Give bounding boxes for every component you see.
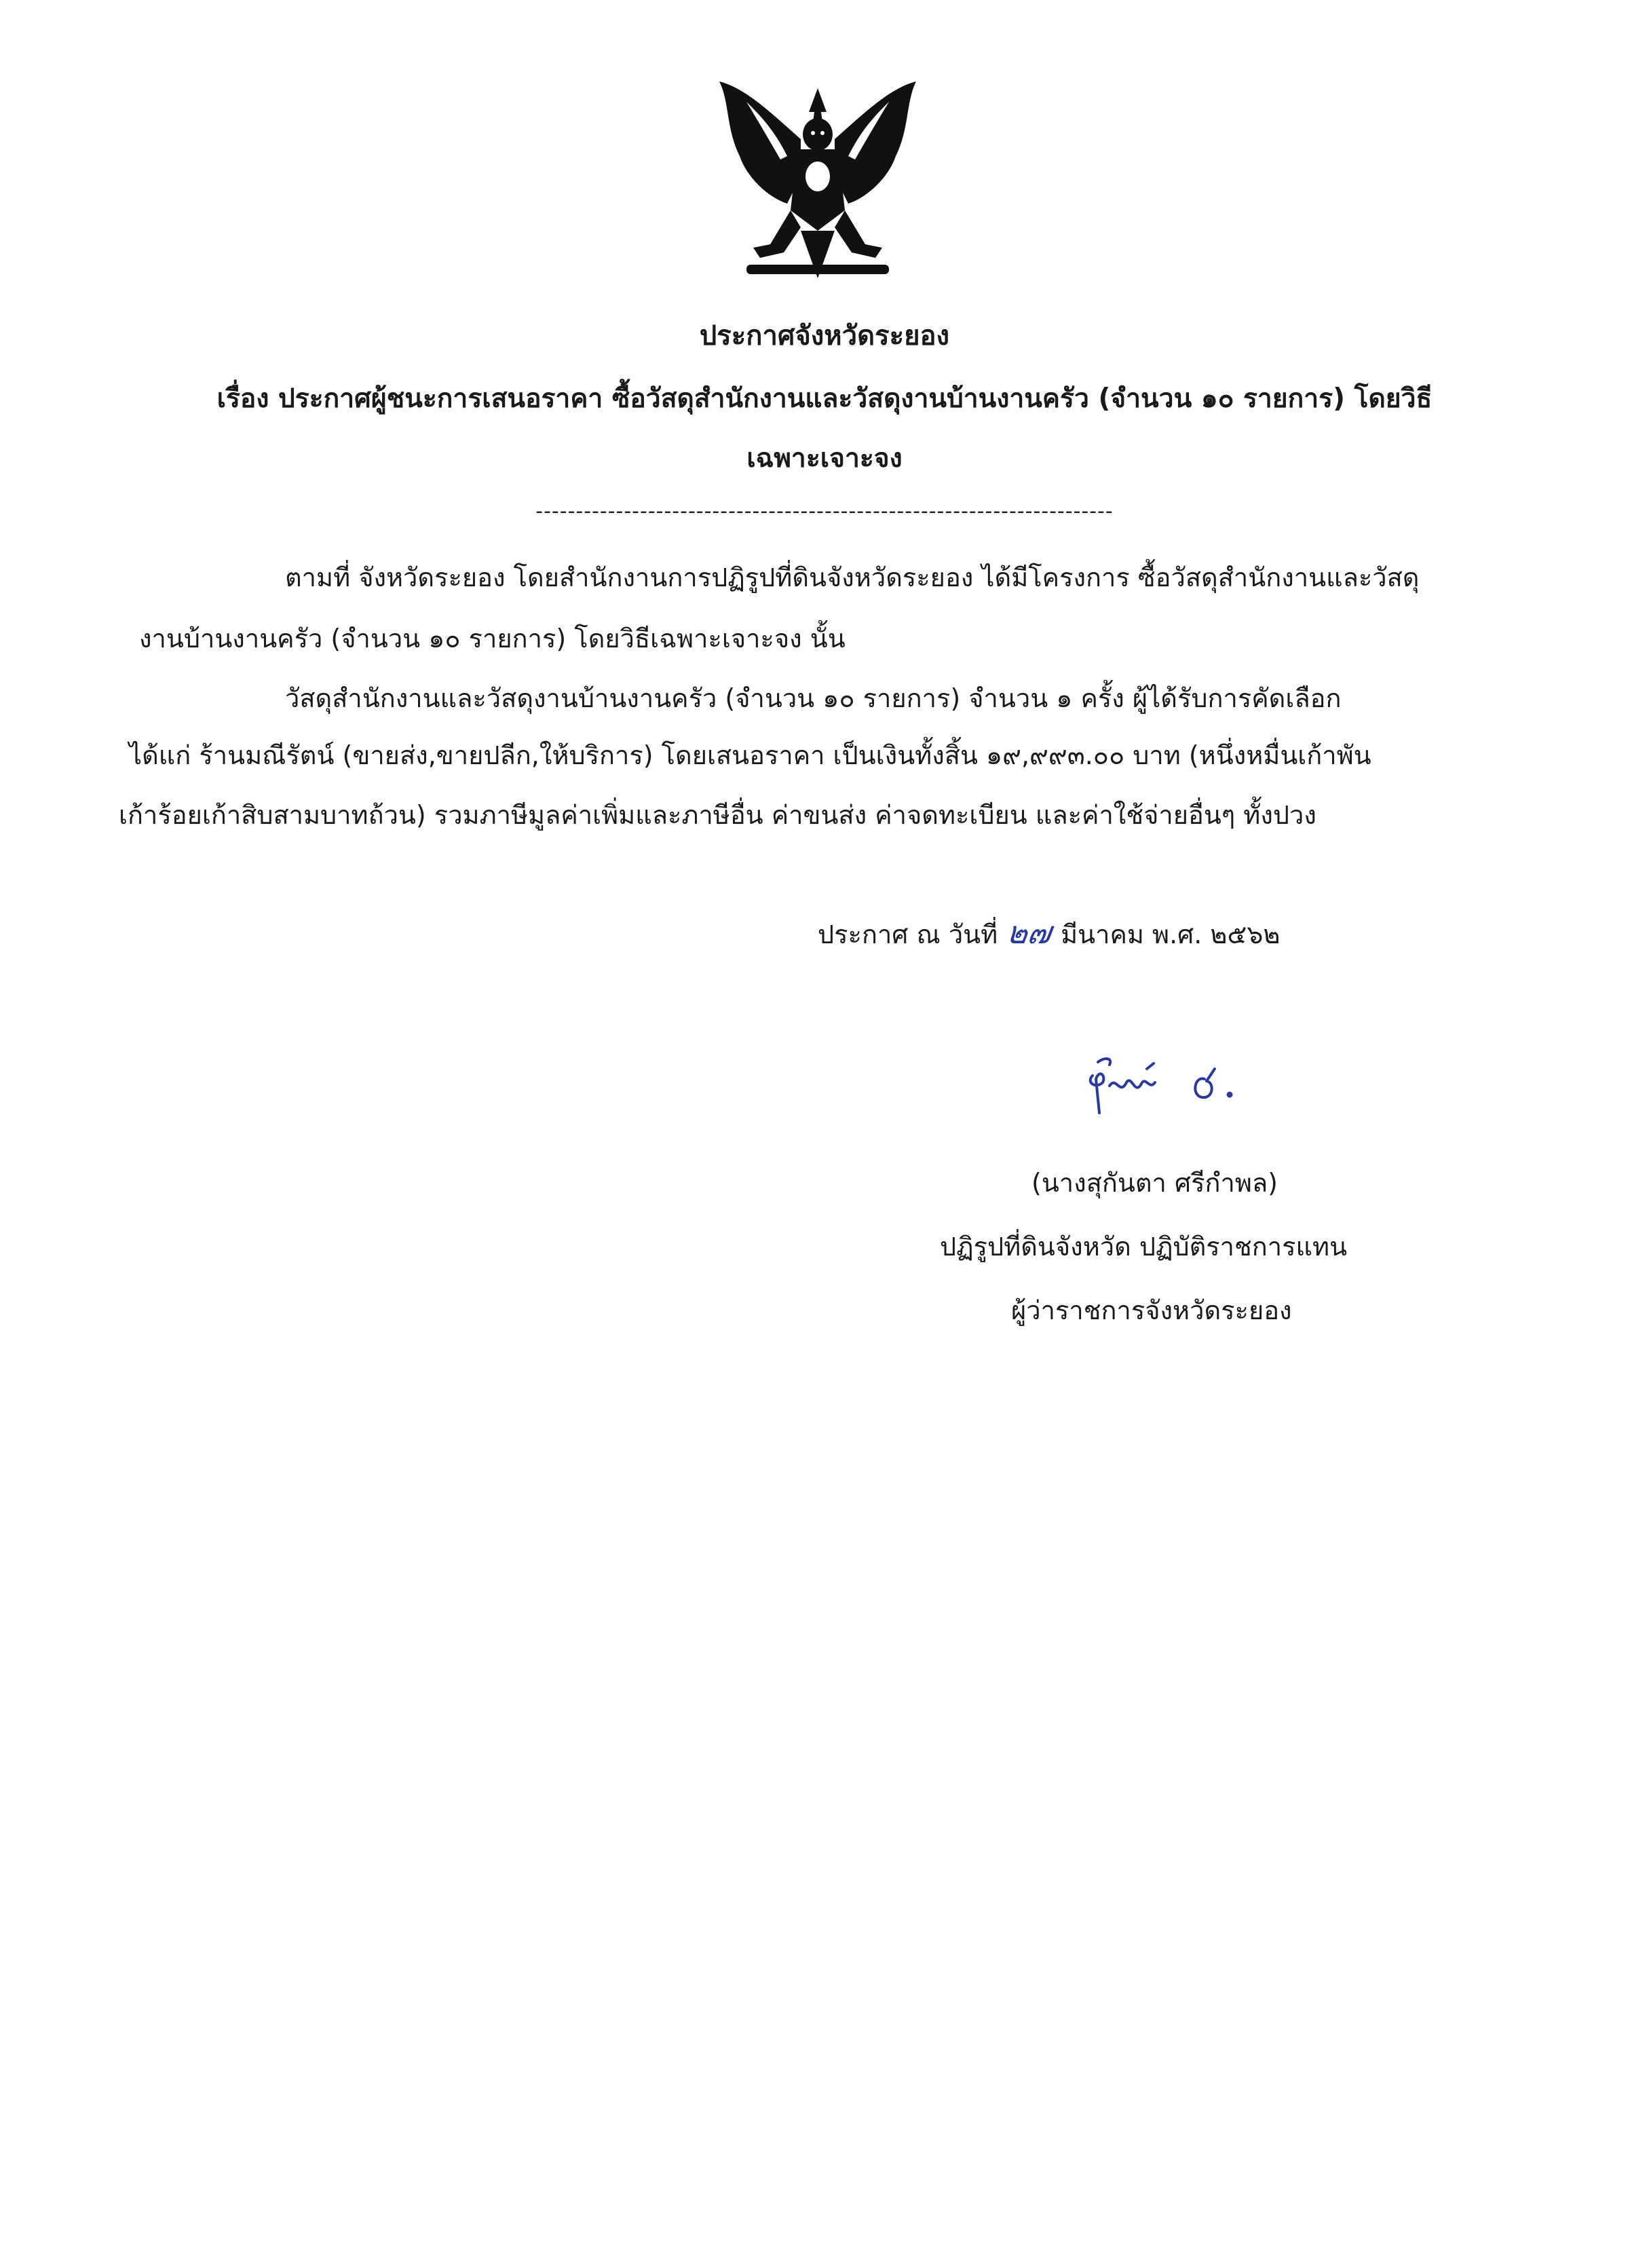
handwritten-signature (1079, 1048, 1269, 1123)
announcement-date (818, 908, 1280, 958)
date-suffix: มีนาคม พ.ศ. ๒๕๖๒ (1061, 920, 1281, 949)
signatory-position-1: ปฏิรูปที่ดินจังหวัด ปฏิบัติราชการแทน (940, 1232, 1348, 1262)
handwritten-day: ๒๗ (1004, 914, 1054, 951)
body-line-1: ตามที่ จังหวัดระยอง โดยสำนักงานการปฏิรูปที่ดินจังหวัดระยอง ได้มีโครงการ ซื้อวัสดุสำนักงานและวัสดุ (285, 563, 1420, 592)
body-line-5: เก้าร้อยเก้าสิบสามบาทถ้วน) รวมภาษีมูลค่าเพิ่มและภาษีอื่น ค่าขนส่ง ค่าจดทะเบียน และค่าใช้จ่ายอื่นๆ ทั้งปวง (119, 800, 1316, 830)
date-prefix: ประกาศ ณ วันที่ (818, 920, 998, 949)
body-line-3: วัสดุสำนักงานและวัสดุงานบ้านงานครัว (จำนวน ๑๐ รายการ) จำนวน ๑ ครั้ง ผู้ได้รับการคัดเลือก (285, 683, 1342, 713)
signatory-position-2: ผู้ว่าราชการจังหวัดระยอง (1011, 1296, 1292, 1325)
signatory-name: (นางสุกันตา ศรีกำพล) (1031, 1168, 1278, 1198)
body-line-2: งานบ้านงานครัว (จำนวน ๑๐ รายการ) โดยวิธีเฉพาะเจาะจง นั้น (139, 624, 846, 654)
garuda-emblem-icon (706, 75, 930, 299)
body-line-4: ได้แก่ ร้านมณีรัตน์ (ขายส่ง,ขายปลีก,ให้บริการ) โดยเสนอราคา เป็นเงินทั้งสิ้น ๑๙,๙๙๓.๐๐ บาท (หนึ่งหมื่นเก้าพัน (129, 740, 1371, 770)
subject-line-1: เรื่อง ประกาศผู้ชนะการเสนอราคา ซื้อวัสดุสำนักงานและวัสดุงานบ้านงานครัว (จำนวน ๑๐ รายการ) โดยวิธี (216, 383, 1433, 414)
subject-line-2: เฉพาะเจาะจง (746, 443, 903, 474)
page-title: ประกาศจังหวัดระยอง (699, 320, 950, 352)
separator-line: ------------------------------------------------------------------------ (535, 499, 1114, 523)
